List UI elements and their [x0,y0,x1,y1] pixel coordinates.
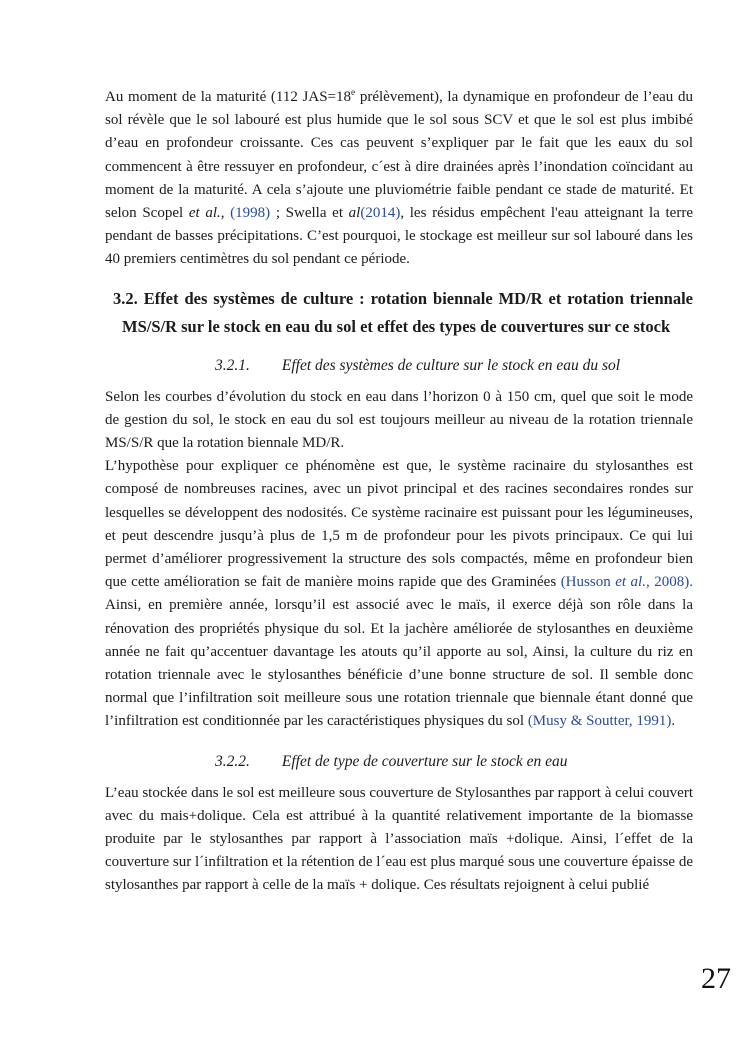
citation-link[interactable]: (Husson [560,574,616,591]
citation-link[interactable]: et al., [615,574,650,591]
text-run: Selon les courbes d’évolution du stock en eau dans l’horizon 0 à 150 cm, quel que soit le mode de gestion du sol, le stock en eau du sol est toujours meilleur au niveau de la rotation triennale MS/S/R que la rotation biennale MD/R. [105,388,693,452]
text-run: ; Swella et [270,205,349,222]
subsection-number: 3.2.1. [215,356,250,374]
subsection-title: Effet de type de couverture sur le stock en eau [281,752,568,770]
text-column [105,86,693,898]
text-run: Ainsi, en première année, lorsqu’il est associé avec le maïs, il exerce déjà son rôle dans la rénovation des propriétés physique du sol. Et la jachère améliorée de stylosanthes en deuxième année ne fait qu’accentuer davantage les atouts qu’il apporte au sol, Ainsi, la culture du riz en rotation triennale avec le stylosanthes bénéficie d’une bonne structure de sol. Il semble donc normal que l’infiltration soit meilleure sous une rotation triennale que biennale étant donné que l’infiltration est conditionnée par les caractéristiques physiques du sol [105,597,693,730]
body-paragraph-systems [105,386,693,456]
text-run: e [351,88,356,98]
body-paragraph-coverage [105,782,693,898]
text-run: et al. [188,205,221,222]
text-run: L’eau stockée dans le sol est meilleure sous couverture de Stylosanthes par rapport à celui couvert avec du mais+dolique. Cela est attribué à la quantité relativement importante de la biomasse produite par le stylosanthes par rapport à l’association maïs +dolique. Ainsi, l´effet de la couverture sur l´infiltration et la rétention de l´eau est plus marqué sous une couverture épaisse de stylosanthes par rapport à celle de la maïs + dolique. Ces résultats rejoignent à celui publié [105,784,694,894]
section-3-2-heading: 3.2. Effet des systèmes de culture : rotation biennale MD/R et rotation triennale MS/S/R sur le stock en eau du sol et effet des types de couvertures sur ce stock [113,288,693,337]
text-run: Au moment de la maturité (112 JAS=18 [105,89,352,105]
citation-link[interactable]: (Musy & Soutter, 1991) [527,713,672,730]
subsection-title: Effet des systèmes de culture sur le stock en eau du sol [281,356,621,374]
citation-link[interactable]: 2008). [649,574,693,591]
citation-link[interactable]: (1998) [230,205,271,222]
page-number: 27 [701,962,731,995]
opening-paragraph [105,86,693,272]
text-run: , [220,205,231,222]
text-run: L’hypothèse pour expliquer ce phénomène est que, le système racinaire du stylosanthes est composé de nombreuses racines, avec un pivot principal et des racines secondaires rondes sur lesquelles se développent des nodosités. Ce système racinaire est puissant pour les légumineuses, et peut descendre jusqu’à plus de 1,5 m de profondeur pour les pivots principaux. Ce qui lui permet d’améliorer progressivement la structure des sols compactés, même en profondeur bien que cette amélioration se fait de manière moins rapide que des Graminées [105,458,693,591]
citation-link[interactable]: (2014) [360,205,401,222]
text-run: al [348,205,361,222]
subsection-3-2-2-heading [215,750,693,773]
subsection-number: 3.2.2. [215,752,250,770]
subsection-3-2-1-heading [215,354,693,377]
body-paragraph-hypothesis [105,455,693,733]
text-run: , les résidus empêchent l'eau atteignant la terre pendant de basses précipitations. C’est pourquoi, le stockage est meilleur sur sol labouré dans les 40 premiers centimètres du sol pendant ce période. [105,205,693,268]
text-run: . [671,713,676,730]
text-run: prélèvement), la dynamique en profondeur de l’eau du sol révèle que le sol labouré est plus humide que le sol sous SCV et que le sol est plus imbibé d’eau en profondeur croissante. Ces cas peuvent s’expliquer par le fait que les eaux du sol commencent à être ressuyer en profondeur, c´est à dire drainées après l’inondation coïncidant au moment de la maturité. A cela s’ajoute une pluviométrie faible pendant ce stade de maturité. Et selon Scopel [105,89,693,222]
